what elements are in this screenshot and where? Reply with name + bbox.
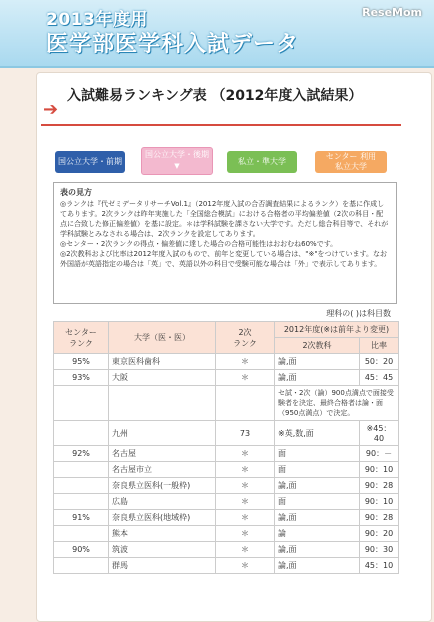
brand-logo: ReseMom xyxy=(362,6,422,19)
header-subjects: 2次教科 xyxy=(275,338,360,354)
chevron-down-icon: ▼ xyxy=(174,162,180,170)
table-row xyxy=(54,386,399,421)
science-legend: 理科の( )は科目数 xyxy=(326,309,391,318)
header-second-rank: 2次 ランク xyxy=(216,322,275,354)
tab-national-second[interactable]: 国公立大学・後期 ▼ xyxy=(141,147,213,175)
header-ratio: 比率 xyxy=(360,338,399,354)
table-row: 91% 奈良県立医科(地域枠) ＊ 論,面 90：28 xyxy=(54,510,399,526)
table-row: 広島 ＊ 面 90：10 xyxy=(54,494,399,510)
tab-national-first[interactable]: 国公立大学・前期 xyxy=(55,151,125,173)
note-item: ◎2次教科および比率は2012年度入試のもので、前年と変更している場合は、"※"をつけています。なお外国語が英語指定の場合は「英」で、英語以外の科目で受験可能な場合は「外」で表示してあります。 xyxy=(60,250,387,268)
note-item: ◎センター・2次ランクの得点・偏差値に達した場合の合格可能性はおおむね60%です。 xyxy=(60,240,338,248)
notes-title: 表の見方 xyxy=(60,188,92,197)
table-row: 奈良県立医科(一般枠) ＊ 論,面 90：28 xyxy=(54,478,399,494)
header-banner xyxy=(0,0,434,68)
header-year: 2013年度用 xyxy=(46,10,148,30)
table-row: 九州 73 ※英,数,面 ※45：40 xyxy=(54,421,399,446)
table-row: 熊本 ＊ 論 90：20 xyxy=(54,526,399,542)
header-univ: 大学（医・医） xyxy=(109,322,216,354)
ranking-table xyxy=(53,321,399,574)
content-panel xyxy=(36,72,432,622)
row-note: セ試・2次（論）900点満点で面接受験者を決定、最終合格者は論・面（950点満点）で決定。 xyxy=(275,386,399,421)
title-underline xyxy=(41,124,401,126)
tab-center-private[interactable]: センター 利用 私立大学 xyxy=(315,151,387,173)
category-tabs xyxy=(51,147,421,177)
header-group: 2012年度(※は前年より変更) xyxy=(275,322,399,338)
header-title: 医学部医学科入試データ xyxy=(46,32,300,57)
table-row: 92% 名古屋 ＊ 面 90：－ xyxy=(54,446,399,462)
table-row: 93% 大阪 ＊ 論,面 45：45 xyxy=(54,370,399,386)
notes-box xyxy=(53,182,397,304)
table-row: 名古屋市立 ＊ 面 90：10 xyxy=(54,462,399,478)
header-center-rank: センター ランク xyxy=(54,322,109,354)
table-row: 95% 東京医科歯科 ＊ 論,面 50：20 xyxy=(54,354,399,370)
arrow-right-icon: ➔ xyxy=(43,99,59,120)
table-row: 90% 筑波 ＊ 論,面 90：30 xyxy=(54,542,399,558)
note-item: ◎ランクは『代ゼミデータリサーチVol.1』（2012年度入試の合否調査結果によるランク）を基に作成してあります。2次ランクは昨年実施した「全国総合模試」における合格者の平均偏差値（2次の科目・配点に合致した修正偏差値）を基に設定。＊は学科試験を課さない大学です。ただし総合科目等で、それが学科試験とみなされる場合は、2次ランクを設定してあります。 xyxy=(60,200,389,238)
tab-private[interactable]: 私立・準大学 xyxy=(227,151,297,173)
table-row: 群馬 ＊ 論,面 45：10 xyxy=(54,558,399,574)
page-title: 入試難易ランキング表 （2012年度入試結果） xyxy=(67,88,363,104)
